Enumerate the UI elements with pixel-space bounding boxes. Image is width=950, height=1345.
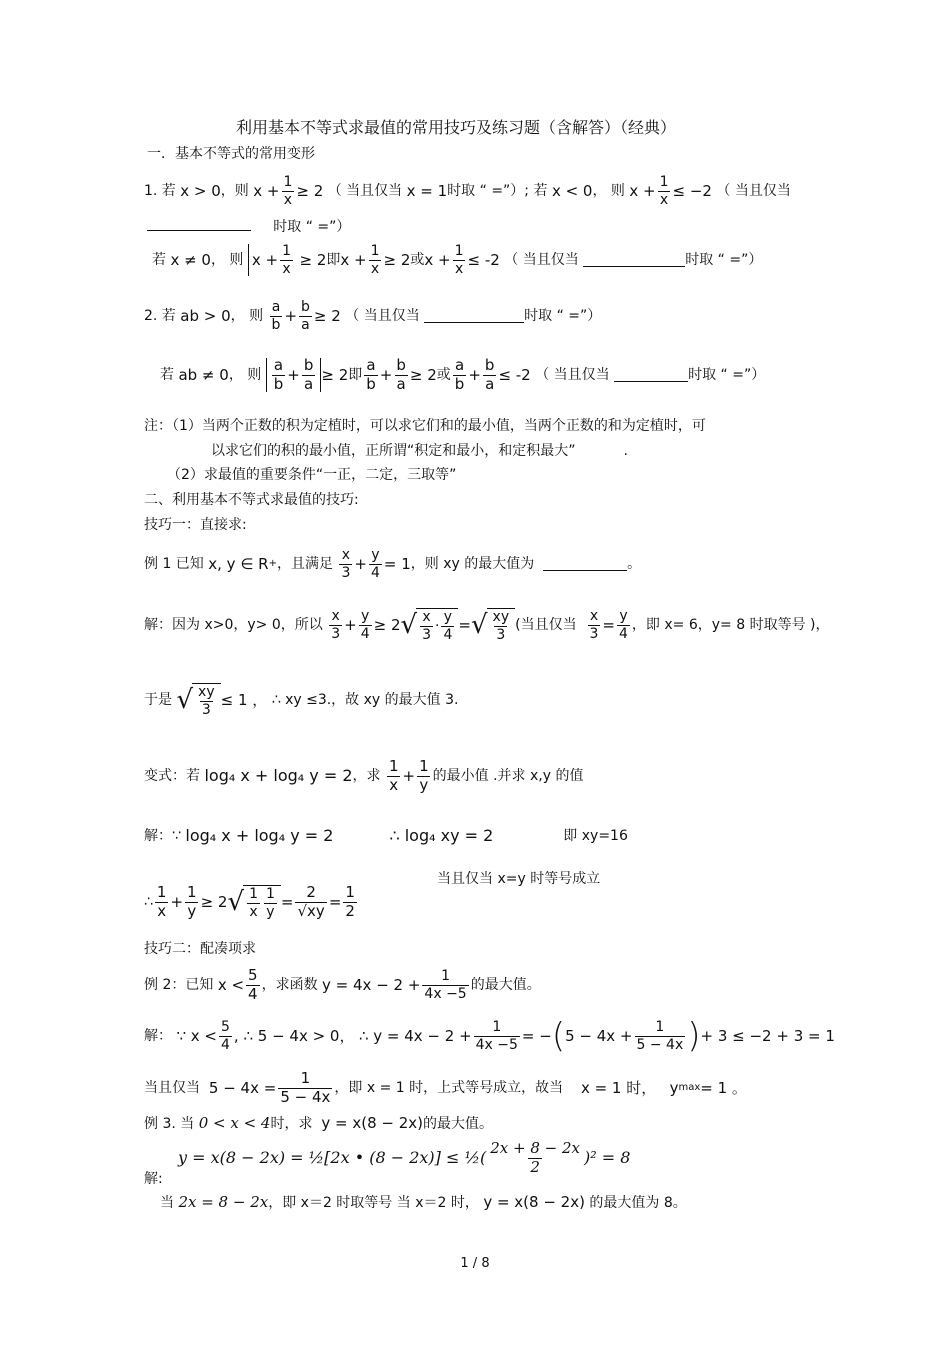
answer-blank <box>424 310 524 323</box>
fraction: $\frac{1}{4x -5}$ <box>475 1018 518 1053</box>
fraction: $\frac{1}{x}$ <box>388 756 399 794</box>
fraction: $\frac{1}{x}$ <box>283 173 293 208</box>
technique-1-heading: 技巧一：直接求: <box>144 517 247 533</box>
item-2b-line: 若 ab ≠ 0 ， 则 $\frac{a}{b}$ + $\frac{b}{a}$ ≥ 2 即 $\frac{a}{b}$ + $\frac{b}{a}$ ≥ 2 或 $\frac{a}{b}$ + $\frac{b}{a}$ ≤ -2 （ 当且仅当 时取 “ =”） <box>160 355 766 393</box>
solution-2: 解： ∵ x < $\frac{5}{4}$ , ∴ 5 − 4x > 0， ∴ y = 4x − 2 + $\frac{1}{4x -5}$ = − ( 5 − 4x + $\frac{1}{5 - 4x}$ ) + 3 ≤ −2 + 3 = 1 <box>144 1016 835 1056</box>
fraction: $\frac{1}{x}$ <box>659 173 669 208</box>
fraction: $\frac{xy}{3}$ <box>492 608 510 643</box>
variant-problem: 变式：若 log₄ x + log₄ y = 2 ，求 $\frac{1}{x}$ + $\frac{1}{y}$ 的最小值 .并求 x,y 的值 <box>144 756 584 794</box>
fraction: $\frac{y}{4}$ <box>443 608 453 643</box>
item-1b-line: 若 x ≠ 0 ， 则 x + $\frac{1}{x}$ ≥ 2 即 x + $\frac{1}{x}$ ≥ 2 或 x + $\frac{1}{x}$ ≤ -2 （ 当且仅当 时取 “ =”） <box>152 242 763 277</box>
fraction: $\frac{1}{x}$ <box>370 242 380 277</box>
solution-2-conclusion: 当且仅当 5 − 4x = $\frac{1}{5 - 4x}$ ，即 x = 1 时，上式等号成立，故当 x = 1 时， y max = 1 。 <box>144 1068 747 1106</box>
fraction: $\frac{x}{3}$ <box>422 608 432 643</box>
item-2-line: 2. 若 ab > 0 ， 则 $\frac{a}{b}$ + $\frac{b}{a}$ ≥ 2 （ 当且仅当 时取 “ =”） <box>144 298 602 333</box>
fraction: $\frac{y}{4}$ <box>619 607 628 642</box>
item-1-line: 1. 若 x > 0 ，则 x + $\frac{1}{x}$ ≥ 2 （ 当且仅当 x = 1 时取 “ =”）; 若 x < 0 ， 则 x + $\frac{1}{x}$ ≤ −2 （ 当且仅当 <box>144 173 791 208</box>
example-2: 例 2：已知 x < $\frac{5}{4}$ ，求函数 y = 4x − 2 + $\frac{1}{4x -5}$ 的最大值。 <box>144 965 541 1003</box>
fraction: $\frac{x}{3}$ <box>341 546 351 581</box>
technique-2-heading: 技巧二：配凑项求 <box>144 941 256 957</box>
solution-3-derivation: y = x(8 − 2x) = ½[2x • (8 − 2x)] ≤ ½( $\frac{2x + 8 - 2x}{2}$ )² = 8 <box>178 1138 631 1176</box>
fraction: $\frac{1}{5 - 4x}$ <box>280 1068 331 1106</box>
item-1-line-2: 时取 “ =”） <box>147 218 350 234</box>
fraction: $\frac{5}{4}$ <box>248 965 258 1003</box>
square-root: √ $\frac{1}{x}$ $\frac{1}{y}$ <box>227 885 280 919</box>
page-number: 1 / 8 <box>460 1256 490 1271</box>
note-2: （2）求最值的重要条件“一正，二定，三取等” <box>167 467 457 483</box>
fraction: $\frac{b}{a}$ <box>301 298 310 333</box>
fraction: $\frac{1}{2}$ <box>345 882 355 920</box>
fraction: $\frac{b}{a}$ <box>303 355 314 393</box>
variant-solution-line-2: ∴ $\frac{1}{x}$ + $\frac{1}{y}$ ≥ 2 √ $\frac{1}{x}$ $\frac{1}{y}$ = $\frac{2}{√xy}$ = $\frac{1}{2}$ <box>144 882 355 920</box>
fraction: $\frac{1}{y}$ <box>265 885 275 920</box>
fraction: $\frac{a}{b}$ <box>366 355 376 393</box>
fraction: $\frac{1}{5 - 4x}$ <box>636 1018 684 1053</box>
answer-blank <box>583 254 685 267</box>
absolute-value: $\frac{a}{b}$ + $\frac{b}{a}$ <box>266 358 322 393</box>
absolute-value: x + $\frac{1}{x}$ <box>248 244 295 276</box>
solution-3-label: 解: <box>144 1171 163 1187</box>
fraction: $\frac{a}{b}$ <box>454 355 465 393</box>
fraction: $\frac{1}{y}$ <box>187 882 197 920</box>
answer-blank <box>543 558 627 571</box>
fraction: $\frac{a}{b}$ <box>271 298 281 333</box>
document-title: 利用基本不等式求最值的常用技巧及练习题（含解答）（经典） <box>236 118 677 137</box>
fraction: $\frac{1}{y}$ <box>419 756 429 794</box>
note-1-continued: 以求它们的积的最小值，正所谓“积定和最小，和定积最大” . <box>211 443 628 459</box>
fraction: $\frac{b}{a}$ <box>484 355 495 393</box>
example-1: 例 1 已知 x, y ∈ R + ，且满足 $\frac{x}{3}$ + $\frac{y}{4}$ = 1 ，则 xy 的最大值为 。 <box>144 546 642 581</box>
fraction: $\frac{1}{x}$ <box>156 882 167 920</box>
example-3: 例 3. 当 0 < x < 4 时，求 y = x(8 − 2x) 的最大值。 <box>144 1114 494 1132</box>
square-root: √ $\frac{xy}{3}$ <box>176 683 220 717</box>
fraction: $\frac{5}{4}$ <box>220 1018 230 1053</box>
fraction: $\frac{1}{x}$ <box>454 242 464 277</box>
section-heading-1: 一．基本不等式的常用变形 <box>147 146 315 162</box>
fraction: $\frac{y}{4}$ <box>370 546 380 581</box>
parenthesized-expression: ( 5 − 4x + $\frac{1}{5 - 4x}$ ) <box>551 1016 701 1056</box>
fraction: $\frac{1}{x}$ <box>282 242 292 277</box>
fraction: $\frac{2x + 8 - 2x}{2}$ <box>490 1138 581 1176</box>
answer-blank <box>614 369 688 382</box>
fraction: $\frac{a}{b}$ <box>273 355 284 393</box>
answer-blank <box>147 218 251 231</box>
solution-3-conclusion: 当 2x = 8 − 2x ，即 x＝2 时取等号 当 x＝2 时， y = x(8 − 2x) 的最大值为 8。 <box>160 1193 687 1211</box>
fraction: $\frac{xy}{3}$ <box>198 683 215 718</box>
fraction: $\frac{1}{4x -5}$ <box>424 967 467 1002</box>
fraction: $\frac{1}{x}$ <box>249 885 258 920</box>
fraction: $\frac{2}{√xy}$ <box>297 882 325 920</box>
fraction: $\frac{b}{a}$ <box>396 355 406 393</box>
solution-1-conclusion: 于是 √ $\frac{xy}{3}$ ≤ 1 ， ∴ xy ≤3.，故 xy 的最大值 3. <box>144 683 459 718</box>
solution-1: 解：因为 x>0，y> 0，所以 $\frac{x}{3}$ + $\frac{y}{4}$ ≥ 2 √ $\frac{x}{3}$ ⋅ $\frac{y}{4}$ = √ $\frac{xy}{3}$ (当且仅当 $\frac{x}{3}$ = $\frac{y}{4}$ ，即 x= 6，y= 8 时取等号 )， <box>144 607 830 643</box>
variant-equality-note: 当且仅当 x=y 时等号成立 <box>437 871 601 887</box>
square-root: √ $\frac{xy}{3}$ <box>471 608 515 642</box>
fraction: $\frac{x}{3}$ <box>331 607 341 642</box>
note-1: 注：（1）当两个正数的积为定植时，可以求它们和的最小值，当两个正数的和为定植时，可 <box>144 418 706 434</box>
variant-solution-line-1: 解：∵ log₄ x + log₄ y = 2 ∴ log₄ xy = 2 即 xy=16 <box>144 826 628 845</box>
square-root: √ $\frac{x}{3}$ ⋅ $\frac{y}{4}$ <box>401 608 459 642</box>
fraction: $\frac{y}{4}$ <box>360 607 370 642</box>
fraction: $\frac{x}{3}$ <box>589 607 599 642</box>
section-heading-2: 二、利用基本不等式求最值的技巧: <box>144 492 359 508</box>
